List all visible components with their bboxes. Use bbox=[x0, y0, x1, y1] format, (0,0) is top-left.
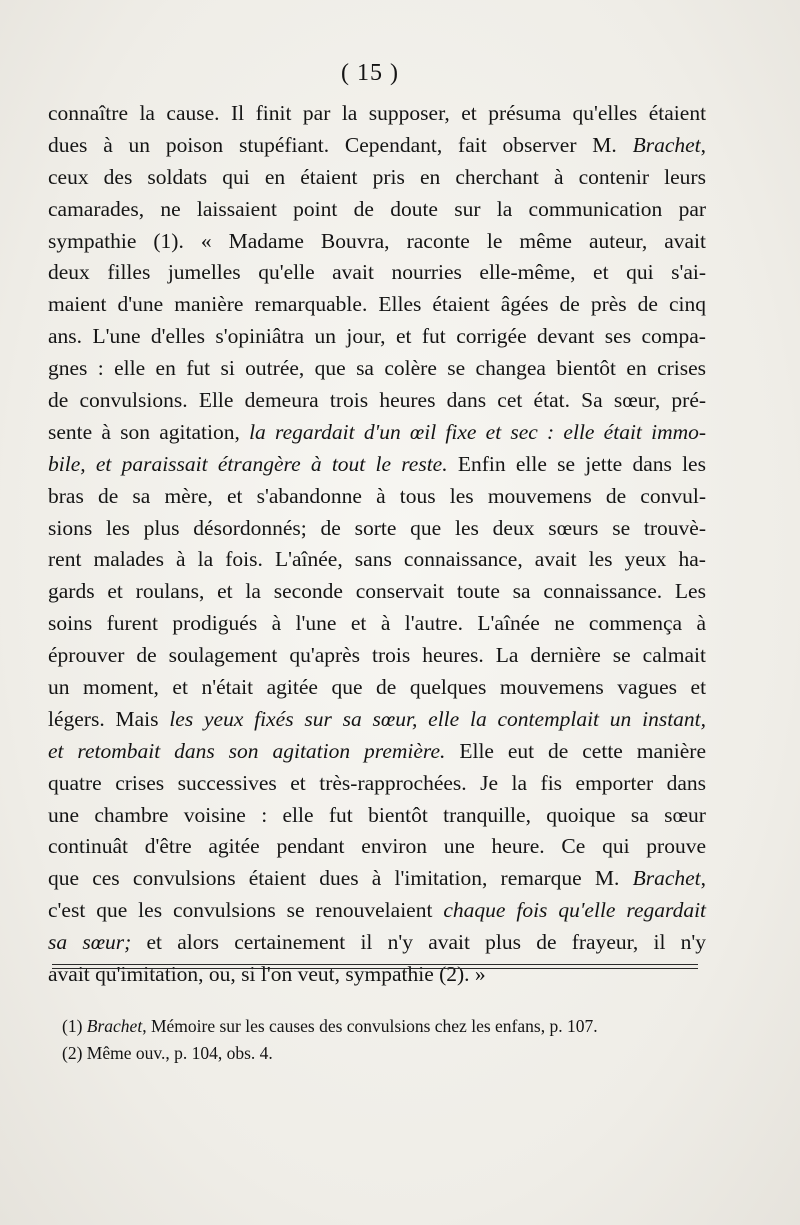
text-segment: éprouver de soulagement qu'après trois heures. La dernière se calmait bbox=[48, 643, 706, 668]
text-segment: gnes : elle en fut si outrée, que sa colère se changea bientôt en crises bbox=[48, 356, 707, 381]
text-segment: , bbox=[700, 132, 707, 157]
text-segment: de convulsions. Elle demeura trois heures dans cet état. Sa sœur, pré- bbox=[48, 388, 707, 413]
text-segment: un moment, et n'était agitée que de quelques mouvemens vagues et bbox=[48, 675, 707, 700]
italic-text-segment: et retombait dans son agitation première. bbox=[48, 738, 446, 763]
footnote-italic-segment: Brachet bbox=[86, 1016, 143, 1036]
text-line bbox=[48, 863, 706, 895]
text-line bbox=[48, 576, 706, 608]
text-segment: sympathie (1). « Madame Bouvra, raconte le même auteur, avait bbox=[48, 228, 707, 253]
footnote-segment: (2) Même ouv., p. 104, obs. 4. bbox=[62, 1043, 273, 1063]
text-line bbox=[48, 130, 706, 162]
text-segment: c'est que les convulsions se renouvelaient bbox=[48, 898, 444, 923]
italic-text-segment: chaque fois qu'elle regardait bbox=[443, 898, 707, 923]
italic-text-segment: Brachet bbox=[632, 132, 701, 157]
text-segment: Elle eut de cette manière bbox=[445, 738, 706, 763]
footnote-separator-rule bbox=[52, 964, 698, 965]
text-segment: rent malades à la fois. L'aînée, sans connaissance, avait les yeux ha- bbox=[48, 547, 706, 572]
text-line bbox=[48, 608, 706, 640]
text-line bbox=[48, 831, 706, 863]
text-segment: bras de sa mère, et s'abandonne à tous les mouvemens de convul- bbox=[48, 483, 706, 508]
italic-text-segment: la regardait d'un œil fixe et sec : elle était immo- bbox=[249, 419, 707, 444]
text-line bbox=[48, 226, 706, 258]
text-line bbox=[48, 385, 706, 417]
footnote-segment: (1) bbox=[62, 1016, 87, 1036]
text-line bbox=[48, 194, 706, 226]
text-segment: légers. Mais bbox=[48, 706, 170, 731]
text-line bbox=[48, 640, 706, 672]
text-segment: ans. L'une d'elles s'opiniâtra un jour, et fut corrigée devant ses compa- bbox=[48, 324, 706, 349]
footnote-separator-rule-second bbox=[52, 968, 698, 969]
text-line bbox=[48, 449, 706, 481]
text-line bbox=[48, 513, 706, 545]
text-line bbox=[48, 289, 706, 321]
italic-text-segment: bile, et paraissait étrangère à tout le reste. bbox=[48, 451, 448, 476]
text-segment: , bbox=[700, 866, 706, 891]
text-line bbox=[48, 417, 706, 449]
footnote bbox=[62, 1040, 712, 1067]
body-text bbox=[48, 98, 706, 991]
text-segment: sente à son agitation, bbox=[48, 419, 250, 444]
text-line bbox=[48, 162, 706, 194]
text-line bbox=[48, 481, 706, 513]
text-segment: ceux des soldats qui en étaient pris en cherchant à contenir leurs bbox=[48, 164, 706, 189]
text-segment: et alors certainement il n'y avait plus de frayeur, il n'y bbox=[131, 930, 707, 955]
text-segment: quatre crises successives et très-rapprochées. Je la fis emporter dans bbox=[48, 770, 707, 795]
text-line bbox=[48, 544, 706, 576]
text-line bbox=[48, 672, 706, 704]
text-segment: camarades, ne laissaient point de doute sur la communication par bbox=[48, 196, 707, 221]
text-segment: connaître la cause. Il finit par la supposer, et présuma qu'elles étaient bbox=[48, 101, 707, 125]
text-line bbox=[48, 257, 706, 289]
text-segment: deux filles jumelles qu'elle avait nourries elle-même, et qui s'ai- bbox=[48, 260, 706, 285]
text-line bbox=[48, 321, 706, 353]
italic-text-segment: Brachet bbox=[632, 866, 701, 891]
text-line bbox=[48, 800, 706, 832]
text-line bbox=[48, 98, 706, 130]
text-segment: gards et roulans, et la seconde conservait toute sa connaissance. Les bbox=[48, 579, 706, 604]
text-segment: soins furent prodigués à l'une et à l'autre. L'aînée ne commença à bbox=[48, 611, 707, 636]
italic-text-segment: sa sœur; bbox=[48, 930, 132, 955]
text-segment: Enfin elle se jette dans les bbox=[447, 451, 706, 476]
text-segment: une chambre voisine : elle fut bientôt tranquille, quoique sa sœur bbox=[48, 802, 706, 827]
italic-text-segment: les yeux fixés sur sa sœur, elle la contemplait un instant, bbox=[169, 706, 707, 731]
text-segment: maient d'une manière remarquable. Elles étaient âgées de près de cinq bbox=[48, 292, 707, 317]
text-line bbox=[48, 768, 706, 800]
page-number: ( 15 ) bbox=[341, 60, 399, 86]
text-line bbox=[48, 927, 706, 959]
text-line bbox=[48, 736, 706, 768]
footnote-segment: , Mémoire sur les causes des convulsions chez les enfans, p. 107. bbox=[142, 1016, 598, 1036]
footnote bbox=[62, 1013, 712, 1040]
text-line bbox=[48, 353, 706, 385]
footnotes bbox=[62, 1013, 712, 1067]
text-segment: que ces convulsions étaient dues à l'imitation, remarque M. bbox=[48, 866, 633, 891]
text-segment: continuât d'être agitée pendant environ une heure. Ce qui prouve bbox=[48, 834, 707, 859]
text-segment: dues à un poison stupéfiant. Cependant, fait observer M. bbox=[48, 132, 633, 157]
text-segment: avait qu'imitation, ou, si l'on veut, sympathie (2). » bbox=[48, 962, 486, 987]
text-line bbox=[48, 704, 706, 736]
text-segment: sions les plus désordonnés; de sorte que les deux sœurs se trouvè- bbox=[48, 515, 706, 540]
text-line bbox=[48, 895, 706, 927]
